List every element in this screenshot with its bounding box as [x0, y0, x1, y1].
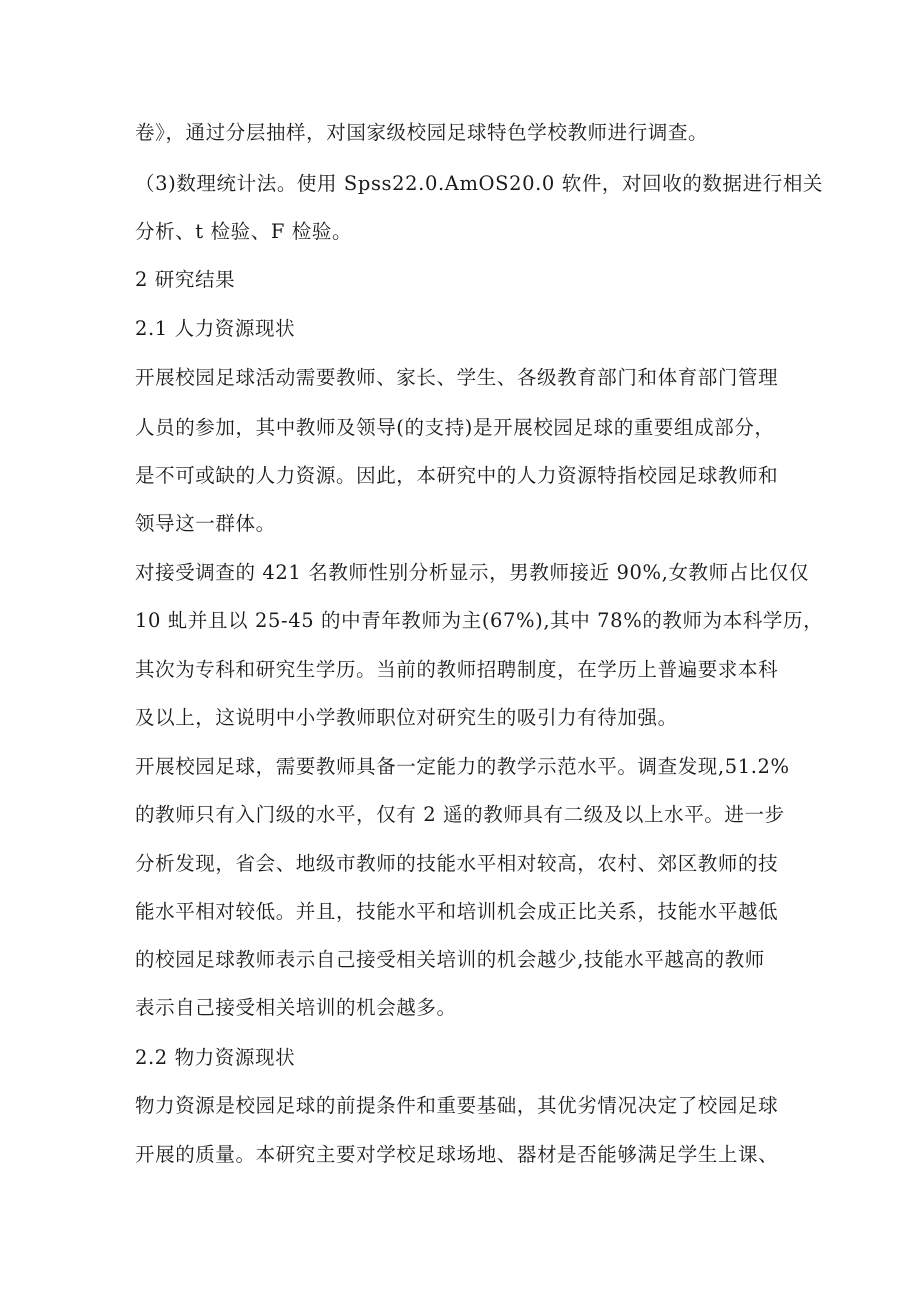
text-line: 对接受调查的 421 名教师性别分析显示，男教师接近 90%,女教师占比仅仅 [135, 561, 810, 584]
text-line: 物力资源是校园足球的前提条件和重要基础，其优劣情况决定了校园足球 [135, 1094, 779, 1117]
text-line: 的校园足球教师表示自己接受相关培训的机会越少,技能水平越高的教师 [135, 948, 765, 971]
text-line: 表示自己接受相关培训的机会越多。 [135, 996, 457, 1019]
text-line: 卷》，通过分层抽样，对国家级校园足球特色学校教师进行调查。 [135, 121, 709, 144]
text-line: 是不可或缺的人力资源。因此，本研究中的人力资源特指校园足球教师和 [135, 464, 779, 487]
text-line: 分析、t 检验、F 检验。 [135, 220, 353, 243]
text-line: 其次为专科和研究生学历。当前的教师招聘制度，在学历上普遍要求本科 [135, 658, 779, 681]
text-line: 分析发现，省会、地级市教师的技能水平相对较高，农村、郊区教师的技 [135, 852, 779, 875]
text-line: 能水平相对较低。并且，技能水平和培训机会成正比关系，技能水平越低 [135, 900, 779, 923]
text-line: 人员的参加，其中教师及领导(的支持)是开展校园足球的重要组成部分， [135, 416, 775, 439]
text-line: 开展校园足球活动需要教师、家长、学生、各级教育部门和体育部门管理 [135, 366, 779, 389]
text-line: （3)数理统计法。使用 Spss22.0.AmOS20.0 软件，对回收的数据进行相关 [135, 172, 824, 195]
text-line: 及以上，这说明中小学教师职位对研究生的吸引力有待加强。 [135, 706, 678, 729]
text-line: 10 虬并且以 25-45 的中青年教师为主(67%),其中 78%的教师为本科学历， [135, 609, 824, 632]
text-line: 开展的质量。本研究主要对学校足球场地、器材是否能够满足学生上课、 [135, 1143, 779, 1166]
section-heading: 2 研究结果 [135, 268, 236, 291]
subsection-heading: 2.2 物力资源现状 [135, 1046, 296, 1069]
text-line: 领导这一群体。 [135, 512, 276, 535]
text-line: 开展校园足球，需要教师具备一定能力的教学示范水平。调查发现,51.2% [135, 755, 790, 778]
subsection-heading: 2.1 人力资源现状 [135, 317, 296, 340]
text-line: 的教师只有入门级的水平，仅有 2 遥的教师具有二级及以上水平。进一步 [135, 803, 785, 826]
